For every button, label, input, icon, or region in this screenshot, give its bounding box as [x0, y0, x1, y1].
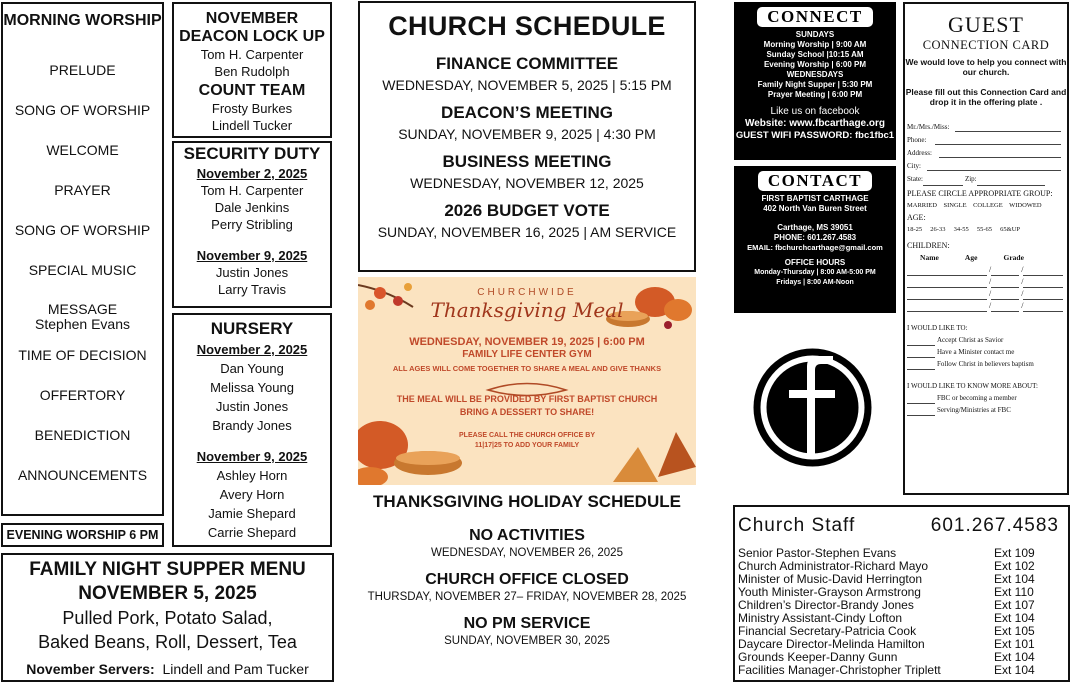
holiday-when: THURSDAY, NOVEMBER 27– FRIDAY, NOVEMBER 28, 2025 — [367, 591, 687, 603]
banner-provided-line: THE MEAL WILL BE PROVIDED BY FIRST BAPTIST CHURCH — [396, 394, 658, 404]
event-name: FINANCE COMMITTEE — [435, 54, 619, 73]
nursery-date: November 9, 2025 — [196, 449, 308, 464]
security-name: Justin Jones — [215, 265, 289, 280]
guest-card-subtitle: CONNECTION CARD — [922, 38, 1050, 52]
field-label: City: — [907, 162, 922, 170]
security-title: SECURITY DUTY — [183, 144, 321, 163]
age-label: AGE: — [907, 213, 926, 222]
staff-role: Minister of Music-David Herrington — [738, 572, 923, 586]
event-name: 2026 BUDGET VOTE — [444, 201, 610, 220]
event-when: WEDNESDAY, NOVEMBER 5, 2025 | 5:15 PM — [382, 77, 672, 93]
morning-worship-panel — [1, 2, 164, 516]
service-item: SONG OF WORSHIP — [14, 102, 151, 118]
service-item: PRELUDE — [49, 62, 116, 78]
connect-panel — [734, 2, 896, 160]
field-label: Phone: — [907, 136, 927, 144]
staff-role: Children’s Director-Brandy Jones — [738, 598, 914, 612]
field-label: Address: — [907, 149, 932, 157]
banner-kicker: CHURCHWIDE — [477, 287, 577, 298]
service-item: SPECIAL MUSIC — [28, 262, 137, 278]
nursery-name: Carrie Shepard — [207, 525, 297, 540]
contact-panel — [734, 166, 896, 313]
children-col: Name — [920, 253, 939, 262]
sunday-time: Morning Worship | 9:00 AM — [763, 40, 867, 49]
staff-title: Church Staff — [738, 515, 856, 536]
city-field[interactable] — [907, 160, 1067, 173]
nursery-name: Avery Horn — [219, 487, 285, 502]
count-name: Lindell Tucker — [211, 118, 293, 133]
deacon-title-month: NOVEMBER — [205, 10, 299, 27]
staff-role: Church Administrator-Richard Mayo — [738, 559, 929, 573]
staff-role: Senior Pastor-Stephen Evans — [738, 546, 897, 560]
office-hours-label: OFFICE HOURS — [784, 258, 846, 267]
service-item: OFFERTORY — [39, 387, 126, 403]
address-field[interactable] — [907, 147, 1067, 160]
family-night-panel — [1, 553, 334, 682]
state-zip-field[interactable] — [907, 173, 1067, 186]
children-header — [907, 252, 1037, 264]
church-city: Carthage, MS 39051 — [777, 223, 853, 232]
evening-worship: EVENING WORSHIP 6 PM — [1, 523, 164, 547]
count-name: Frosty Burkes — [211, 101, 293, 116]
holiday-schedule — [358, 492, 696, 647]
banner-dessert-line: BRING A DESSERT TO SHARE! — [459, 407, 595, 417]
holiday-title: THANKSGIVING HOLIDAY SCHEDULE — [373, 492, 681, 511]
guest-card-intro: We would love to help you connect with our church. — [905, 57, 1067, 77]
option-text: Accept Christ as Savior — [937, 336, 1004, 344]
church-email[interactable]: EMAIL: fbchurchcarthage@gmail.com — [747, 243, 883, 252]
guest-connection-card — [903, 2, 1069, 495]
wednesdays-label: WEDNESDAYS — [786, 70, 844, 79]
church-name: FIRST BAPTIST CARTHAGE — [761, 194, 869, 203]
family-night-date: NOVEMBER 5, 2025 — [78, 583, 257, 604]
sundays-label: SUNDAYS — [795, 30, 835, 39]
would-like-option[interactable] — [907, 358, 1067, 370]
option-text: FBC or becoming a member — [937, 394, 1017, 402]
guest-card-title: GUEST — [948, 12, 1024, 37]
staff-row — [738, 664, 1064, 677]
nursery-name: Brandy Jones — [212, 418, 292, 433]
banner-location: FAMILY LIFE CENTER GYM — [462, 349, 592, 360]
banner-provided — [358, 393, 696, 419]
security-name: Perry Stribling — [211, 217, 293, 232]
service-item: TIME OF DECISION — [18, 347, 147, 363]
would-like-option[interactable] — [907, 334, 1067, 346]
staff-phone: 601.267.4583 — [930, 515, 1059, 536]
church-street: 402 North Van Buren Street — [763, 204, 867, 213]
event-when: SUNDAY, NOVEMBER 9, 2025 | 4:30 PM — [398, 126, 656, 142]
office-hours: Fridays | 8:00 AM-Noon — [776, 279, 854, 286]
website-link[interactable]: Website: www.fbcarthage.org — [744, 118, 886, 129]
service-item: SONG OF WORSHIP — [14, 222, 151, 238]
security-name: Dale Jenkins — [214, 200, 290, 215]
nursery-date: November 2, 2025 — [196, 342, 308, 357]
banner-date: WEDNESDAY, NOVEMBER 19, 2025 | 6:00 PM — [409, 336, 645, 348]
banner-note: ALL AGES WILL COME TOGETHER TO SHARE A MEAL AND GIVE THANKS — [392, 364, 662, 373]
wednesday-time: Family Night Supper | 5:30 PM — [757, 80, 873, 89]
contact-title: CONTACT — [758, 171, 872, 191]
message-speaker: Stephen Evans — [35, 316, 130, 332]
security-date: November 2, 2025 — [196, 166, 308, 181]
age-options[interactable]: 18-25 26-33 34-55 55-65 65&UP — [907, 226, 1021, 233]
group-options[interactable]: MARRIED SINGLE COLLEGE WIDOWED — [907, 202, 1042, 209]
children-col: Age — [964, 253, 978, 262]
staff-role: Facilities Manager-Christopher Triplett — [738, 663, 941, 677]
staff-role: Youth Minister-Grayson Armstrong — [738, 585, 921, 599]
menu-line: Baked Beans, Roll, Dessert, Tea — [38, 632, 297, 652]
service-item: WELCOME — [46, 142, 119, 158]
thanksgiving-meal-banner — [358, 277, 696, 485]
facebook-line: Like us on facebook — [770, 106, 860, 117]
security-name: Tom H. Carpenter — [200, 183, 304, 198]
servers-names: Lindell and Pam Tucker — [162, 661, 309, 677]
service-item: MESSAGE — [47, 301, 118, 317]
church-phone: PHONE: 601.267.4583 — [773, 233, 857, 242]
group-label: PLEASE CIRCLE APPROPRIATE GROUP: — [907, 189, 1053, 198]
deacon-title: DEACON LOCK UP — [179, 28, 325, 45]
banner-title: Thanksgiving Meal — [430, 298, 624, 322]
staff-ext: Ext 102 — [994, 559, 1035, 573]
morning-worship-title: MORNING WORSHIP — [3, 12, 162, 29]
staff-ext: Ext 104 — [994, 572, 1035, 586]
staff-ext: Ext 104 — [994, 663, 1035, 677]
staff-role: Daycare Director-Melinda Hamilton — [738, 637, 925, 651]
holiday-when: SUNDAY, NOVEMBER 30, 2025 — [444, 635, 610, 647]
sunday-time: Sunday School |10:15 AM — [766, 50, 864, 59]
nursery-title: NURSERY — [210, 319, 294, 338]
option-text: Follow Christ in believers baptism — [937, 360, 1034, 368]
event-name: DEACON’S MEETING — [441, 103, 613, 122]
wednesday-time: Prayer Meeting | 6:00 PM — [767, 90, 863, 99]
security-name: Larry Travis — [218, 282, 286, 297]
church-staff-panel — [733, 505, 1070, 682]
staff-ext: Ext 110 — [994, 585, 1034, 599]
children-rows[interactable]: / / / / / / / / — [907, 264, 1067, 312]
staff-ext: Ext 109 — [994, 546, 1035, 560]
service-item: PRAYER — [54, 182, 111, 198]
nursery-name: Melissa Young — [210, 380, 294, 395]
nursery-name: Dan Young — [220, 361, 284, 376]
holiday-item: NO ACTIVITIES — [469, 527, 585, 544]
staff-ext: Ext 104 — [994, 611, 1035, 625]
phone-field[interactable] — [907, 134, 1067, 147]
lockup-name: Tom H. Carpenter — [200, 47, 304, 62]
banner-call — [358, 431, 696, 451]
children-label: CHILDREN: — [907, 241, 950, 250]
holiday-when: WEDNESDAY, NOVEMBER 26, 2025 — [431, 547, 623, 559]
staff-ext: Ext 104 — [994, 650, 1035, 664]
guest-card-instructions: Please fill out this Connection Card and drop it in the offering plate . — [905, 87, 1067, 107]
staff-list — [738, 547, 1064, 677]
staff-ext: Ext 107 — [994, 598, 1035, 612]
staff-ext: Ext 105 — [994, 624, 1035, 638]
connect-title: CONNECT — [757, 7, 873, 27]
nursery-name: Ashley Horn — [216, 468, 288, 483]
church-schedule-panel — [358, 1, 696, 272]
security-panel — [172, 141, 332, 308]
nursery-name: Justin Jones — [215, 399, 289, 414]
holiday-item: CHURCH OFFICE CLOSED — [425, 571, 629, 588]
staff-role: Grounds Keeper-Danny Gunn — [738, 650, 898, 664]
banner-call-date: 11|17|25 TO ADD YOUR FAMILY — [474, 442, 580, 449]
nursery-name: Jamie Shepard — [208, 506, 296, 521]
church-logo-icon — [751, 346, 874, 469]
deacon-panel — [172, 2, 332, 138]
wifi-password: GUEST WIFI PASSWORD: fbc1fbc1 — [735, 130, 895, 141]
count-team-title: COUNT TEAM — [198, 82, 306, 99]
sunday-time: Evening Worship | 6:00 PM — [763, 60, 867, 69]
service-item: BENEDICTION — [34, 427, 131, 443]
field-label: Mr./Mrs./Miss: — [907, 123, 950, 131]
event-name: BUSINESS MEETING — [442, 152, 612, 171]
name-field[interactable] — [907, 121, 1067, 134]
nursery-panel — [172, 313, 332, 547]
family-night-title: FAMILY NIGHT SUPPER MENU — [29, 559, 306, 580]
office-hours: Monday-Thursday | 8:00 AM-5:00 PM — [754, 269, 876, 276]
children-col: Grade — [1003, 253, 1024, 262]
staff-ext: Ext 101 — [994, 637, 1035, 651]
service-item: ANNOUNCEMENTS — [17, 467, 148, 483]
staff-role: Ministry Assistant-Cindy Lofton — [738, 611, 903, 625]
option-text: Have a Minister contact me — [937, 348, 1015, 356]
option-text: Serving/Ministries at FBC — [937, 406, 1011, 414]
event-when: WEDNESDAY, NOVEMBER 12, 2025 — [410, 175, 644, 191]
would-like-label: I WOULD LIKE TO: — [907, 324, 968, 332]
know-more-label: I WOULD LIKE TO KNOW MORE ABOUT: — [907, 382, 1038, 390]
holiday-item: NO PM SERVICE — [463, 615, 591, 632]
servers-line — [3, 661, 332, 677]
lockup-name: Ben Rudolph — [214, 64, 290, 79]
church-schedule-title: CHURCH SCHEDULE — [388, 11, 666, 41]
staff-role: Financial Secretary-Patricia Cook — [738, 624, 917, 638]
banner-call-line: PLEASE CALL THE CHURCH OFFICE BY — [459, 432, 595, 439]
field-label: State: — [907, 175, 923, 183]
would-like-option[interactable] — [907, 346, 1067, 358]
know-more-option[interactable] — [907, 392, 1067, 404]
servers-label: November Servers: — [26, 661, 155, 677]
menu-line: Pulled Pork, Potato Salad, — [62, 608, 273, 628]
know-more-option[interactable] — [907, 404, 1067, 416]
event-when: SUNDAY, NOVEMBER 16, 2025 | AM SERVICE — [377, 224, 677, 240]
security-date: November 9, 2025 — [196, 248, 308, 263]
field-label: Zip: — [964, 175, 977, 183]
